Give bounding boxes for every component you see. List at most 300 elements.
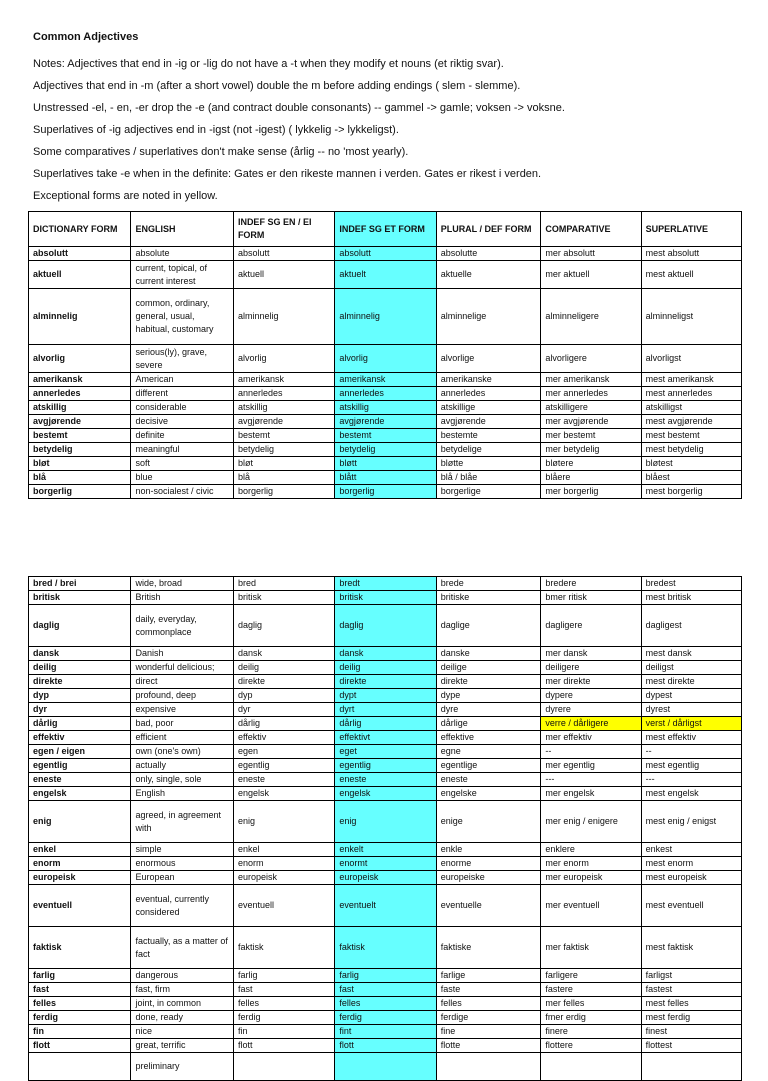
table-row: [29, 1025, 742, 1039]
cell-comparative: blåere: [541, 471, 641, 485]
cell-plural-def: europeiske: [436, 871, 541, 885]
cell-indef-en-ei: annerledes: [233, 387, 334, 401]
cell-plural-def: egentlige: [436, 759, 541, 773]
cell-comparative: bredere: [541, 577, 641, 591]
cell-english: soft: [131, 457, 233, 471]
header-english: ENGLISH: [131, 212, 233, 247]
cell-dictionary-form: [29, 1053, 131, 1081]
cell-indef-et: bestemt: [335, 429, 436, 443]
cell-plural-def: danske: [436, 647, 541, 661]
cell-indef-et: dårlig: [335, 717, 436, 731]
cell-comparative: farligere: [541, 969, 641, 983]
header-indef-en-ei: INDEF SG EN / EI FORM: [233, 212, 334, 247]
cell-indef-et: blått: [335, 471, 436, 485]
cell-comparative: ---: [541, 773, 641, 787]
cell-dictionary-form: direkte: [29, 675, 131, 689]
cell-plural-def: avgjørende: [436, 415, 541, 429]
cell-dictionary-form: effektiv: [29, 731, 131, 745]
cell-indef-et: alminnelig: [335, 289, 436, 345]
cell-plural-def: enorme: [436, 857, 541, 871]
table-row: [29, 871, 742, 885]
cell-indef-en-ei: ferdig: [233, 1011, 334, 1025]
cell-superlative: finest: [641, 1025, 741, 1039]
cell-superlative: mest europeisk: [641, 871, 741, 885]
table-row: [29, 759, 742, 773]
cell-plural-def: amerikanske: [436, 373, 541, 387]
cell-plural-def: fine: [436, 1025, 541, 1039]
table-row: [29, 591, 742, 605]
table-row: [29, 443, 742, 457]
table-row: [29, 885, 742, 927]
cell-indef-en-ei: egentlig: [233, 759, 334, 773]
cell-superlative: alvorligst: [641, 345, 741, 373]
cell-superlative: mest aktuell: [641, 261, 741, 289]
cell-comparative: mer engelsk: [541, 787, 641, 801]
cell-comparative: fmer erdig: [541, 1011, 641, 1025]
table-row: [29, 261, 742, 289]
cell-indef-en-ei: britisk: [233, 591, 334, 605]
cell-comparative: mer felles: [541, 997, 641, 1011]
cell-english: decisive: [131, 415, 233, 429]
cell-superlative: [641, 1053, 741, 1081]
cell-english: daily, everyday, commonplace: [131, 605, 233, 647]
cell-comparative: [541, 1053, 641, 1081]
cell-indef-en-ei: faktisk: [233, 927, 334, 969]
cell-plural-def: betydelige: [436, 443, 541, 457]
cell-superlative: mest faktisk: [641, 927, 741, 969]
cell-indef-et: eget: [335, 745, 436, 759]
cell-comparative: mer avgjørende: [541, 415, 641, 429]
cell-superlative: farligst: [641, 969, 741, 983]
cell-english: dangerous: [131, 969, 233, 983]
cell-comparative: verre / dårligere: [541, 717, 641, 731]
cell-comparative: mer amerikansk: [541, 373, 641, 387]
cell-superlative: mest borgerlig: [641, 485, 741, 499]
cell-superlative: dypest: [641, 689, 741, 703]
cell-indef-en-ei: enkel: [233, 843, 334, 857]
cell-superlative: mest annerledes: [641, 387, 741, 401]
cell-plural-def: atskillige: [436, 401, 541, 415]
cell-comparative: dyrere: [541, 703, 641, 717]
cell-superlative: mest enig / enigst: [641, 801, 741, 843]
cell-english: actually: [131, 759, 233, 773]
cell-plural-def: bløtte: [436, 457, 541, 471]
cell-comparative: deiligere: [541, 661, 641, 675]
cell-indef-et: dypt: [335, 689, 436, 703]
cell-dictionary-form: enkel: [29, 843, 131, 857]
header-comparative: COMPARATIVE: [541, 212, 641, 247]
cell-indef-et: daglig: [335, 605, 436, 647]
cell-comparative: mer bestemt: [541, 429, 641, 443]
cell-indef-et: deilig: [335, 661, 436, 675]
cell-superlative: dyrest: [641, 703, 741, 717]
cell-comparative: mer annerledes: [541, 387, 641, 401]
table-row: [29, 373, 742, 387]
cell-indef-en-ei: amerikansk: [233, 373, 334, 387]
table-row: [29, 1039, 742, 1053]
cell-dictionary-form: enig: [29, 801, 131, 843]
cell-english: considerable: [131, 401, 233, 415]
cell-english: wide, broad: [131, 577, 233, 591]
cell-plural-def: annerledes: [436, 387, 541, 401]
cell-superlative: ---: [641, 773, 741, 787]
cell-dictionary-form: fast: [29, 983, 131, 997]
cell-indef-en-ei: direkte: [233, 675, 334, 689]
cell-english: nice: [131, 1025, 233, 1039]
table-row: [29, 345, 742, 373]
cell-english: wonderful delicious;: [131, 661, 233, 675]
cell-dictionary-form: engelsk: [29, 787, 131, 801]
cell-indef-et: engelsk: [335, 787, 436, 801]
cell-english: American: [131, 373, 233, 387]
cell-indef-et: annerledes: [335, 387, 436, 401]
cell-indef-et: fast: [335, 983, 436, 997]
cell-indef-et: britisk: [335, 591, 436, 605]
cell-dictionary-form: bred / brei: [29, 577, 131, 591]
table-row: [29, 1011, 742, 1025]
table-row: [29, 731, 742, 745]
note-line: Exceptional forms are noted in yellow.: [33, 190, 218, 202]
cell-dictionary-form: bløt: [29, 457, 131, 471]
cell-superlative: mest direkte: [641, 675, 741, 689]
cell-indef-et: faktisk: [335, 927, 436, 969]
header-indef-et: INDEF SG ET FORM: [335, 212, 436, 247]
cell-superlative: mest effektiv: [641, 731, 741, 745]
table-row: [29, 387, 742, 401]
cell-plural-def: eneste: [436, 773, 541, 787]
cell-english: profound, deep: [131, 689, 233, 703]
cell-indef-et: absolutt: [335, 247, 436, 261]
cell-plural-def: engelske: [436, 787, 541, 801]
cell-indef-et: enormt: [335, 857, 436, 871]
cell-dictionary-form: annerledes: [29, 387, 131, 401]
table-row: [29, 647, 742, 661]
cell-comparative: mer enorm: [541, 857, 641, 871]
cell-english: common, ordinary, general, usual, habitual, customary: [131, 289, 233, 345]
cell-dictionary-form: daglig: [29, 605, 131, 647]
cell-comparative: bmer ritisk: [541, 591, 641, 605]
cell-plural-def: aktuelle: [436, 261, 541, 289]
cell-indef-en-ei: eventuell: [233, 885, 334, 927]
cell-comparative: mer eventuell: [541, 885, 641, 927]
cell-indef-en-ei: europeisk: [233, 871, 334, 885]
cell-indef-et: egentlig: [335, 759, 436, 773]
table-row: [29, 969, 742, 983]
cell-indef-en-ei: flott: [233, 1039, 334, 1053]
cell-plural-def: flotte: [436, 1039, 541, 1053]
cell-superlative: mest egentlig: [641, 759, 741, 773]
cell-english: simple: [131, 843, 233, 857]
cell-indef-en-ei: effektiv: [233, 731, 334, 745]
cell-superlative: mest avgjørende: [641, 415, 741, 429]
cell-comparative: atskilligere: [541, 401, 641, 415]
table-row: [29, 415, 742, 429]
cell-indef-et: felles: [335, 997, 436, 1011]
table-row: [29, 247, 742, 261]
note-line: Some comparatives / superlatives don't make sense (årlig -- no 'most yearly).: [33, 146, 409, 158]
cell-indef-et: enig: [335, 801, 436, 843]
cell-indef-et: dansk: [335, 647, 436, 661]
table-row: [29, 787, 742, 801]
cell-superlative: mest eventuell: [641, 885, 741, 927]
cell-plural-def: dype: [436, 689, 541, 703]
cell-superlative: bløtest: [641, 457, 741, 471]
cell-plural-def: faste: [436, 983, 541, 997]
cell-indef-en-ei: dårlig: [233, 717, 334, 731]
cell-indef-en-ei: enorm: [233, 857, 334, 871]
cell-indef-en-ei: engelsk: [233, 787, 334, 801]
cell-indef-et: [335, 1053, 436, 1081]
cell-indef-en-ei: felles: [233, 997, 334, 1011]
cell-plural-def: borgerlige: [436, 485, 541, 499]
cell-dictionary-form: amerikansk: [29, 373, 131, 387]
cell-english: bad, poor: [131, 717, 233, 731]
cell-indef-en-ei: bestemt: [233, 429, 334, 443]
cell-comparative: dypere: [541, 689, 641, 703]
cell-plural-def: enige: [436, 801, 541, 843]
cell-english: serious(ly), grave, severe: [131, 345, 233, 373]
cell-plural-def: eventuelle: [436, 885, 541, 927]
cell-indef-en-ei: dyr: [233, 703, 334, 717]
cell-indef-en-ei: aktuell: [233, 261, 334, 289]
table-row: [29, 471, 742, 485]
cell-comparative: mer europeisk: [541, 871, 641, 885]
cell-comparative: mer aktuell: [541, 261, 641, 289]
cell-superlative: dagligest: [641, 605, 741, 647]
cell-comparative: mer betydelig: [541, 443, 641, 457]
cell-indef-et: borgerlig: [335, 485, 436, 499]
cell-english: expensive: [131, 703, 233, 717]
cell-plural-def: alminnelige: [436, 289, 541, 345]
cell-dictionary-form: flott: [29, 1039, 131, 1053]
table-row: [29, 773, 742, 787]
cell-indef-en-ei: absolutt: [233, 247, 334, 261]
cell-english: eventual, currently considered: [131, 885, 233, 927]
cell-dictionary-form: felles: [29, 997, 131, 1011]
cell-plural-def: daglige: [436, 605, 541, 647]
cell-dictionary-form: farlig: [29, 969, 131, 983]
cell-indef-en-ei: blå: [233, 471, 334, 485]
cell-indef-et: farlig: [335, 969, 436, 983]
table-row: [29, 289, 742, 345]
cell-dictionary-form: borgerlig: [29, 485, 131, 499]
cell-plural-def: absolutte: [436, 247, 541, 261]
cell-dictionary-form: europeisk: [29, 871, 131, 885]
cell-indef-et: direkte: [335, 675, 436, 689]
cell-comparative: flottere: [541, 1039, 641, 1053]
table-row: [29, 983, 742, 997]
cell-indef-et: bløtt: [335, 457, 436, 471]
note-line: Superlatives of -ig adjectives end in -igst (not -igest) ( lykkelig -> lykkeligst).: [33, 124, 399, 136]
cell-superlative: mest ferdig: [641, 1011, 741, 1025]
cell-superlative: mest dansk: [641, 647, 741, 661]
header-plural-def: PLURAL / DEF FORM: [436, 212, 541, 247]
cell-comparative: finere: [541, 1025, 641, 1039]
cell-dictionary-form: deilig: [29, 661, 131, 675]
cell-indef-et: europeisk: [335, 871, 436, 885]
table-row: [29, 703, 742, 717]
cell-dictionary-form: dansk: [29, 647, 131, 661]
cell-english: efficient: [131, 731, 233, 745]
cell-plural-def: dårlige: [436, 717, 541, 731]
cell-indef-en-ei: fin: [233, 1025, 334, 1039]
cell-indef-et: enkelt: [335, 843, 436, 857]
cell-indef-et: amerikansk: [335, 373, 436, 387]
cell-comparative: bløtere: [541, 457, 641, 471]
cell-indef-et: atskillig: [335, 401, 436, 415]
cell-english: enormous: [131, 857, 233, 871]
cell-superlative: mest amerikansk: [641, 373, 741, 387]
cell-indef-en-ei: dyp: [233, 689, 334, 703]
cell-english: Danish: [131, 647, 233, 661]
cell-superlative: verst / dårligst: [641, 717, 741, 731]
cell-english: fast, firm: [131, 983, 233, 997]
cell-plural-def: blå / blåe: [436, 471, 541, 485]
table-row: [29, 717, 742, 731]
cell-superlative: deiligst: [641, 661, 741, 675]
cell-indef-en-ei: eneste: [233, 773, 334, 787]
cell-comparative: --: [541, 745, 641, 759]
header-dictionary-form: DICTIONARY FORM: [29, 212, 131, 247]
cell-english: direct: [131, 675, 233, 689]
cell-superlative: blåest: [641, 471, 741, 485]
cell-indef-en-ei: [233, 1053, 334, 1081]
cell-dictionary-form: aktuell: [29, 261, 131, 289]
cell-indef-en-ei: fast: [233, 983, 334, 997]
cell-english: absolute: [131, 247, 233, 261]
note-line: Superlatives take -e when in the definite: Gates er den rikeste mannen i verden. Gates er rikest i verden.: [33, 168, 542, 180]
cell-dictionary-form: avgjørende: [29, 415, 131, 429]
cell-dictionary-form: atskillig: [29, 401, 131, 415]
cell-english: definite: [131, 429, 233, 443]
cell-superlative: enkest: [641, 843, 741, 857]
cell-superlative: mest absolutt: [641, 247, 741, 261]
cell-comparative: mer dansk: [541, 647, 641, 661]
cell-comparative: enklere: [541, 843, 641, 857]
cell-comparative: mer direkte: [541, 675, 641, 689]
cell-indef-en-ei: egen: [233, 745, 334, 759]
cell-english: agreed, in agreement with: [131, 801, 233, 843]
cell-dictionary-form: dårlig: [29, 717, 131, 731]
cell-superlative: fastest: [641, 983, 741, 997]
cell-english: British: [131, 591, 233, 605]
cell-english: English: [131, 787, 233, 801]
table-row: [29, 429, 742, 443]
cell-plural-def: direkte: [436, 675, 541, 689]
cell-superlative: atskilligst: [641, 401, 741, 415]
cell-superlative: mest betydelig: [641, 443, 741, 457]
cell-indef-en-ei: deilig: [233, 661, 334, 675]
header-superlative: SUPERLATIVE: [641, 212, 741, 247]
cell-comparative: mer absolutt: [541, 247, 641, 261]
cell-plural-def: alvorlige: [436, 345, 541, 373]
cell-dictionary-form: alvorlig: [29, 345, 131, 373]
table-row: [29, 801, 742, 843]
adjective-table-2: [28, 576, 742, 1081]
cell-indef-en-ei: farlig: [233, 969, 334, 983]
table-row: [29, 577, 742, 591]
cell-indef-et: bredt: [335, 577, 436, 591]
cell-english: current, topical, of current interest: [131, 261, 233, 289]
cell-dictionary-form: betydelig: [29, 443, 131, 457]
cell-indef-et: betydelig: [335, 443, 436, 457]
cell-indef-et: effektivt: [335, 731, 436, 745]
table-row: [29, 745, 742, 759]
cell-indef-en-ei: atskillig: [233, 401, 334, 415]
cell-indef-en-ei: enig: [233, 801, 334, 843]
cell-indef-en-ei: dansk: [233, 647, 334, 661]
cell-indef-en-ei: bred: [233, 577, 334, 591]
table-row: [29, 1053, 742, 1081]
cell-plural-def: faktiske: [436, 927, 541, 969]
cell-english: different: [131, 387, 233, 401]
cell-dictionary-form: egentlig: [29, 759, 131, 773]
cell-english: great, terrific: [131, 1039, 233, 1053]
table-row: [29, 997, 742, 1011]
cell-plural-def: ferdige: [436, 1011, 541, 1025]
table-row: [29, 605, 742, 647]
cell-dictionary-form: faktisk: [29, 927, 131, 969]
cell-dictionary-form: enorm: [29, 857, 131, 871]
cell-plural-def: enkle: [436, 843, 541, 857]
cell-dictionary-form: dyp: [29, 689, 131, 703]
cell-plural-def: felles: [436, 997, 541, 1011]
cell-english: own (one's own): [131, 745, 233, 759]
cell-comparative: alvorligere: [541, 345, 641, 373]
cell-indef-et: alvorlig: [335, 345, 436, 373]
cell-comparative: mer faktisk: [541, 927, 641, 969]
cell-comparative: dagligere: [541, 605, 641, 647]
cell-superlative: mest felles: [641, 997, 741, 1011]
cell-indef-en-ei: avgjørende: [233, 415, 334, 429]
cell-dictionary-form: alminnelig: [29, 289, 131, 345]
cell-indef-et: ferdig: [335, 1011, 436, 1025]
cell-english: joint, in common: [131, 997, 233, 1011]
table-header-row: [29, 212, 742, 247]
table-row: [29, 485, 742, 499]
cell-indef-en-ei: daglig: [233, 605, 334, 647]
table-row: [29, 661, 742, 675]
cell-plural-def: dyre: [436, 703, 541, 717]
cell-dictionary-form: egen / eigen: [29, 745, 131, 759]
cell-plural-def: bestemte: [436, 429, 541, 443]
table-row: [29, 843, 742, 857]
cell-comparative: mer effektiv: [541, 731, 641, 745]
cell-superlative: mest britisk: [641, 591, 741, 605]
cell-english: non-socialest / civic: [131, 485, 233, 499]
cell-dictionary-form: absolutt: [29, 247, 131, 261]
cell-english: factually, as a matter of fact: [131, 927, 233, 969]
cell-superlative: flottest: [641, 1039, 741, 1053]
table-row: [29, 857, 742, 871]
cell-plural-def: deilige: [436, 661, 541, 675]
notes-section: [33, 30, 743, 211]
adjective-table-1: [28, 211, 742, 499]
cell-plural-def: effektive: [436, 731, 541, 745]
cell-dictionary-form: fin: [29, 1025, 131, 1039]
cell-indef-et: avgjørende: [335, 415, 436, 429]
cell-dictionary-form: dyr: [29, 703, 131, 717]
cell-indef-en-ei: bløt: [233, 457, 334, 471]
cell-indef-et: dyrt: [335, 703, 436, 717]
cell-plural-def: egne: [436, 745, 541, 759]
cell-superlative: mest engelsk: [641, 787, 741, 801]
cell-dictionary-form: britisk: [29, 591, 131, 605]
cell-indef-et: eneste: [335, 773, 436, 787]
page-title: Common Adjectives: [33, 31, 139, 43]
cell-indef-et: aktuelt: [335, 261, 436, 289]
cell-superlative: mest enorm: [641, 857, 741, 871]
